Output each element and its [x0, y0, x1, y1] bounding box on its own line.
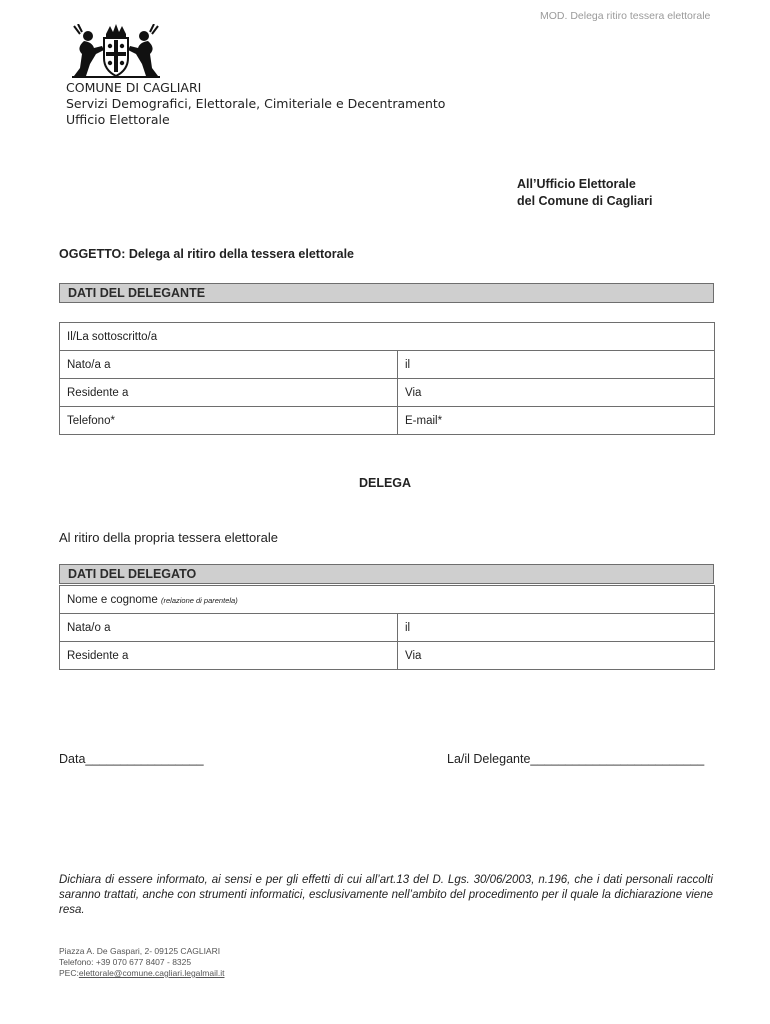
- field-telefono[interactable]: Telefono*: [60, 407, 398, 435]
- field-residente[interactable]: Residente a: [60, 642, 398, 670]
- delegato-table: [59, 585, 715, 670]
- field-il[interactable]: il: [398, 614, 715, 642]
- pec-label: PEC:: [59, 968, 79, 978]
- table-row: [60, 323, 715, 351]
- pec-link[interactable]: elettorale@comune.cagliari.legalmail.it: [78, 968, 225, 978]
- table-row: [60, 642, 715, 670]
- section-delegante-title: DATI DEL DELEGANTE: [59, 283, 714, 303]
- footer-pec: [59, 968, 225, 979]
- relazione-note: (relazione di parentela): [160, 595, 238, 605]
- addressee-line-2: del Comune di Cagliari: [517, 194, 653, 208]
- crest-icon: [66, 24, 166, 80]
- delegante-signature-field[interactable]: La/il Delegante_________________________: [447, 752, 705, 766]
- field-il[interactable]: il: [398, 351, 715, 379]
- office-name: Ufficio Elettorale: [66, 112, 170, 127]
- footer-address: Piazza A. De Gaspari, 2- 09125 CAGLIARI: [59, 946, 221, 956]
- document-code: MOD. Delega ritiro tessera elettorale: [540, 10, 711, 22]
- addressee-line-1: All’Ufficio Elettorale: [517, 177, 636, 191]
- nome-label: Nome e cognome: [67, 593, 158, 606]
- table-row: [60, 407, 715, 435]
- delegante-table: [59, 322, 715, 435]
- field-nato[interactable]: Nato/a a: [60, 351, 398, 379]
- delega-heading: DELEGA: [358, 476, 412, 490]
- addressee: [517, 176, 652, 210]
- subject-line: OGGETTO: Delega al ritiro della tessera elettorale: [59, 247, 355, 261]
- field-email[interactable]: E-mail*: [398, 407, 715, 435]
- table-row: [60, 351, 715, 379]
- section-delegato-title: DATI DEL DELEGATO: [59, 564, 714, 584]
- field-nata[interactable]: Nata/o a: [60, 614, 398, 642]
- date-field[interactable]: Data_________________: [59, 752, 204, 766]
- field-via[interactable]: Via: [398, 379, 715, 407]
- field-sottoscritto[interactable]: Il/La sottoscritto/a: [60, 323, 715, 351]
- table-row: [60, 614, 715, 642]
- field-nome-cognome[interactable]: [60, 586, 715, 614]
- footer-phone: Telefono: +39 070 677 8407 - 8325: [59, 957, 192, 967]
- footer-contacts: [59, 946, 225, 979]
- service-name: Servizi Demografici, Elettorale, Cimiteriale e Decentramento: [66, 96, 446, 111]
- table-row: [60, 586, 715, 614]
- privacy-statement: Dichiara di essere informato, ai sensi e per gli effetti di cui all’art.13 del D. Lgs. 30/06/2003, n.196, che i dati personali raccolti saranno trattati, anche con strumenti informatici, esclusivamente nell’ambito del procedimento per il quale la dichiarazione viene resa.: [59, 874, 713, 916]
- field-via[interactable]: Via: [398, 642, 715, 670]
- comune-name: COMUNE DI CAGLIARI: [66, 80, 202, 95]
- table-row: [60, 379, 715, 407]
- field-residente[interactable]: Residente a: [60, 379, 398, 407]
- ritiro-text: Al ritiro della propria tessera elettorale: [59, 530, 278, 545]
- office-header: [66, 80, 445, 128]
